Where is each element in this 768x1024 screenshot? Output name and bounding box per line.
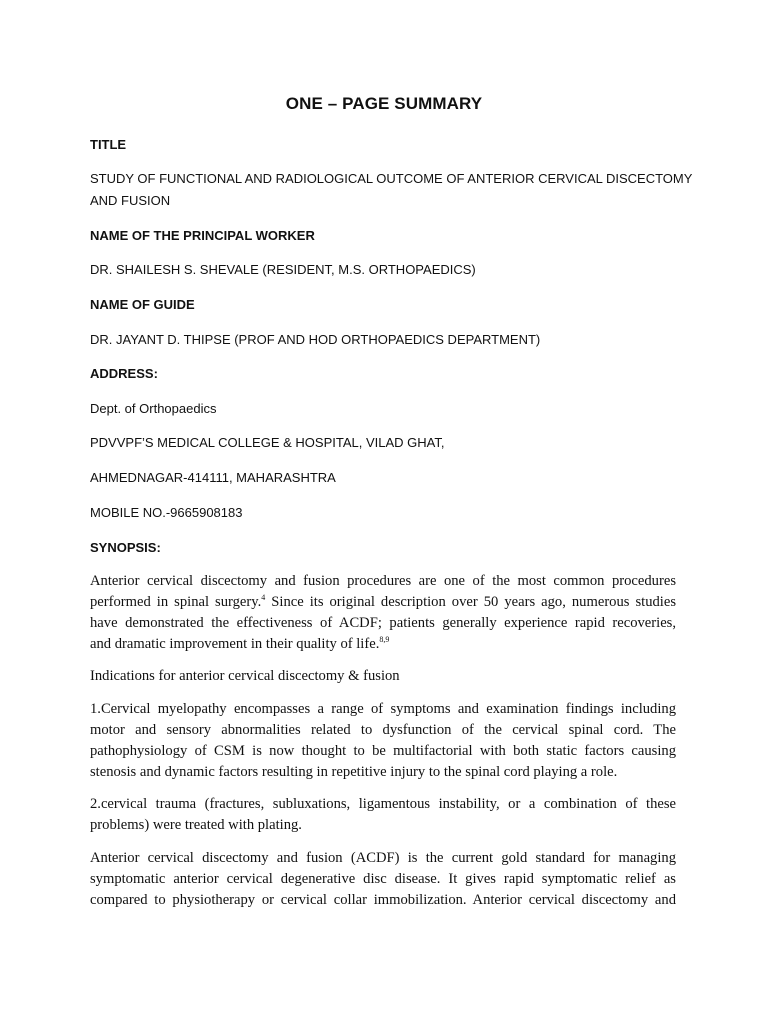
paragraph-line: pathophysiology of CSM is now thought to be multifactorial with both static factors causing [90, 743, 676, 759]
paragraph-line: 1.Cervical myelopathy encompasses a range of symptoms and examination findings including [90, 701, 676, 717]
paragraph-line: performed in spinal surgery.$^4$ Since its original description over 50 years ago, numerous studies [90, 593, 677, 610]
citation-superscript: 8,9 [379, 635, 390, 645]
paragraph-line: 2.cervical trauma (fractures, subluxations, ligamentous instability, or a combination of these [90, 796, 676, 812]
synopsis-paragraph-1 [90, 571, 676, 655]
indications-heading: Indications for anterior cervical discectomy & fusion [90, 668, 400, 684]
study-title-line: STUDY OF FUNCTIONAL AND RADIOLOGICAL OUTCOME OF ANTERIOR CERVICAL DISCECTOMY [90, 171, 693, 186]
principal-worker-label: NAME OF THE PRINCIPAL WORKER [90, 228, 315, 243]
paragraph-line: Anterior cervical discectomy and fusion procedures are one of the most common procedures [90, 573, 676, 589]
address-line-2: PDVVPF’S MEDICAL COLLEGE & HOSPITAL, VILAD GHAT, [90, 435, 445, 450]
address-line-3: AHMEDNAGAR-414111, MAHARASHTRA [90, 470, 336, 485]
paragraph-line: symptomatic anterior cervical degenerative disc disease. It gives rapid symptomatic relief as [90, 871, 676, 887]
guide-label: NAME OF GUIDE [90, 297, 195, 312]
mobile-number: MOBILE NO.-9665908183 [90, 505, 243, 520]
paragraph-line: and dramatic improvement in their quality of life.$^{8,9}$ [90, 635, 390, 652]
address-label: ADDRESS: [90, 366, 158, 381]
paragraph-line: motor and sensory abnormalities related to dysfunction of the cervical spinal cord. The [90, 722, 676, 738]
principal-worker-value: DR. SHAILESH S. SHEVALE (RESIDENT, M.S. ORTHOPAEDICS) [90, 262, 476, 277]
address-line-1: Dept. of Orthopaedics [90, 401, 217, 416]
citation-superscript: 4 [261, 593, 266, 603]
document-heading: ONE – PAGE SUMMARY [285, 94, 483, 113]
acdf-paragraph [90, 848, 676, 911]
guide-value: DR. JAYANT D. THIPSE (PROF AND HOD ORTHOPAEDICS DEPARTMENT) [90, 332, 541, 347]
paragraph-line: Anterior cervical discectomy and fusion (ACDF) is the current gold standard for managing [90, 850, 676, 866]
paragraph-line: problems) were treated with plating. [90, 817, 302, 833]
synopsis-label: SYNOPSIS: [90, 540, 161, 555]
paragraph-line: stenosis and dynamic factors resulting in repetitive injury to the spinal cord playing a role. [90, 764, 618, 780]
title-label: TITLE [90, 137, 127, 152]
study-title-line: AND FUSION [90, 193, 171, 208]
indication-2-paragraph [90, 794, 676, 836]
indication-1-paragraph [90, 699, 676, 783]
study-title [90, 168, 693, 212]
paragraph-line: compared to physiotherapy or cervical collar immobilization. Anterior cervical discectomy and [90, 892, 676, 908]
paragraph-line: have demonstrated the effectiveness of ACDF; patients generally experience rapid recoveries, [90, 615, 676, 631]
